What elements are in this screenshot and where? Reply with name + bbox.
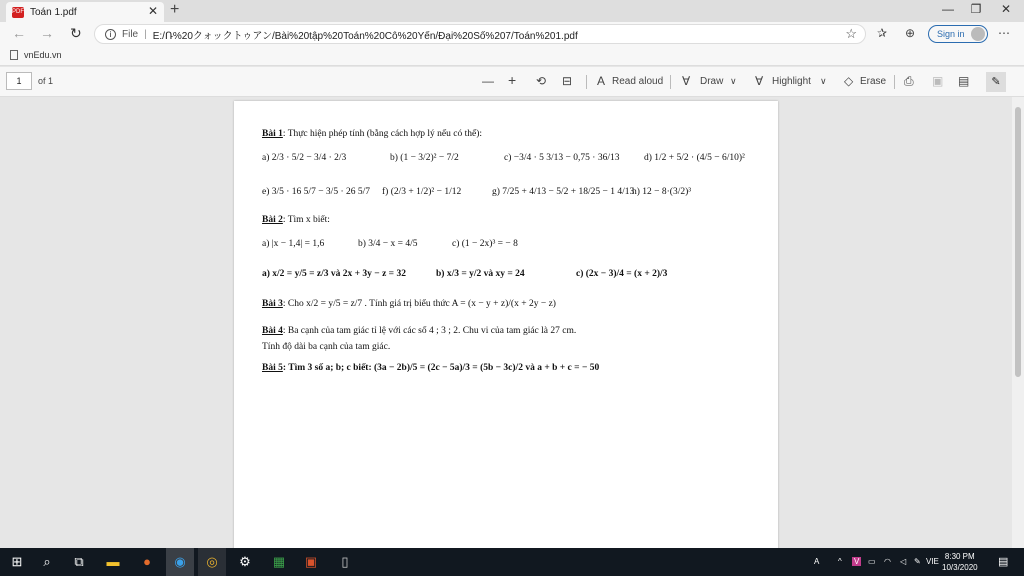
highlight-options-chevron-icon[interactable]: ∨ xyxy=(820,76,827,86)
bai1-item-d: d) 1/2 + 5/2 · (4/5 − 6/10)² xyxy=(644,153,745,163)
pdf-file-icon: PDF xyxy=(12,7,24,18)
avatar-icon xyxy=(971,27,985,41)
page-icon xyxy=(10,50,18,60)
highlight-button[interactable]: Highlight xyxy=(772,76,811,87)
bai1-item-a: a) 2/3 · 5/2 − 3/4 · 2/3 xyxy=(262,153,347,163)
tray-app-icon[interactable]: V xyxy=(854,557,860,566)
bai1-item-b: b) (1 − 3/2)² − 7/2 xyxy=(390,153,459,163)
tab-toan-pdf[interactable] xyxy=(6,2,164,22)
language-indicator[interactable]: VIE xyxy=(926,557,939,566)
favorite-star-icon[interactable]: ☆ xyxy=(845,26,857,41)
windows-taskbar xyxy=(0,548,1024,576)
zoom-in-icon[interactable]: + xyxy=(508,72,517,88)
bai2-item-a: a) |x − 1,4| = 1,6 xyxy=(262,239,325,249)
clock-time: 8:30 PM xyxy=(944,552,975,561)
url-scheme-label: File xyxy=(122,28,139,40)
volume-icon[interactable]: ◁ xyxy=(900,557,907,566)
bai2-item-c2: c) (2x − 3)/4 = (x + 2)/3 xyxy=(576,269,668,279)
pdf-toolbar xyxy=(0,67,1024,97)
erase-button[interactable]: Erase xyxy=(860,76,887,87)
bai3-text: : Cho x/2 = y/5 = z/7 . Tính giá trị biểu thức A = (x − y + z)/(x + 2y − z) xyxy=(282,299,556,309)
info-icon[interactable]: i xyxy=(105,29,116,40)
task-view-icon[interactable]: ⧉ xyxy=(74,554,84,569)
favorite-vnedu[interactable] xyxy=(10,50,62,60)
bai2-heading xyxy=(262,215,330,225)
toolbar-divider xyxy=(586,75,587,89)
highlight-icon[interactable]: ∀ xyxy=(755,74,764,88)
chrome-browser-icon[interactable]: ◎ xyxy=(206,554,218,569)
bai5-title: Bài 5 xyxy=(262,363,283,373)
bai1-text: : Thực hiện phép tính (bằng cách hợp lý nếu có thể): xyxy=(282,129,483,139)
bai3-title: Bài 3 xyxy=(262,299,283,309)
address-bar xyxy=(0,22,1024,46)
bai1-title: Bài 1 xyxy=(262,129,283,139)
battery-icon[interactable]: ▭ xyxy=(868,557,876,566)
read-aloud-icon[interactable]: A xyxy=(597,74,606,88)
search-icon[interactable]: ⌕ xyxy=(43,554,51,569)
bai1-item-h: h) 12 − 8·(3/2)³ xyxy=(632,187,692,197)
toolbar-divider xyxy=(894,75,895,89)
toolbar-divider xyxy=(670,75,671,89)
pdf-page xyxy=(234,101,778,561)
favorites-icon[interactable]: ✰ xyxy=(877,26,888,40)
clock-date: 10/3/2020 xyxy=(942,563,978,572)
notifications-icon[interactable]: ▤ xyxy=(998,556,1009,568)
collections-icon[interactable]: ⊕ xyxy=(905,26,916,40)
bai3-line xyxy=(262,299,556,309)
url-text: E:/Ռ%20クォックトゥアン/Bài%20tập%20Toán%20Cô%20Yến/Đại%20Số%207/Toán%201.pdf xyxy=(152,30,578,42)
page-total: of 1 xyxy=(38,76,54,86)
file-explorer-icon[interactable]: ▬ xyxy=(106,554,120,569)
color-app-icon[interactable]: ● xyxy=(143,554,151,569)
back-icon[interactable]: ← xyxy=(12,25,26,41)
draw-icon[interactable]: ∀ xyxy=(682,74,691,88)
bai2-title: Bài 2 xyxy=(262,215,283,225)
tab-close-icon[interactable]: ✕ xyxy=(147,4,158,18)
people-icon[interactable]: A xyxy=(814,557,820,566)
powerpoint-icon[interactable]: ▣ xyxy=(304,554,318,569)
sign-in-label: Sign in xyxy=(937,29,965,39)
windows-start-icon[interactable]: ⊞ xyxy=(11,554,23,569)
zoom-out-icon[interactable]: — xyxy=(482,74,494,88)
favorite-label: vnEdu.vn xyxy=(24,50,62,60)
refresh-icon[interactable]: ↻ xyxy=(70,25,82,41)
bai5-text: : Tìm 3 số a; b; c biết: (3a − 2b)/5 = (2c − 5a)/3 = (5b − 3c)/2 và a + b + c = − 50 xyxy=(282,363,600,373)
bai2-text: : Tìm x biết: xyxy=(282,215,330,225)
read-aloud-button[interactable]: Read aloud xyxy=(612,76,664,87)
scrollbar-thumb[interactable] xyxy=(1015,107,1021,377)
excel-icon[interactable]: ▦ xyxy=(272,554,286,569)
more-menu-icon[interactable]: ⋯ xyxy=(998,26,1010,40)
save-icon[interactable]: ▣ xyxy=(932,74,944,88)
bai1-item-e: e) 3/5 · 16 5/7 − 3/5 · 26 5/7 xyxy=(262,187,370,197)
network-icon[interactable]: ◠ xyxy=(884,557,891,566)
close-window-icon[interactable]: ✕ xyxy=(1000,2,1012,16)
bai2-item-a2: a) x/2 = y/5 = z/3 và 2x + 3y − z = 32 xyxy=(262,269,406,279)
page-number-input[interactable]: 1 xyxy=(6,72,32,90)
url-field[interactable] xyxy=(94,24,866,44)
clock[interactable] xyxy=(942,551,978,573)
document-viewport xyxy=(0,97,1012,548)
favorites-bar xyxy=(0,46,1024,66)
bai1-item-c: c) −3/4 · 5 3/13 − 0,75 · 36/13 xyxy=(504,153,620,163)
bai2-item-b2: b) x/3 = y/2 và xy = 24 xyxy=(436,269,525,279)
bai4-line xyxy=(262,326,576,336)
tab-strip xyxy=(0,0,1024,22)
bai2-item-c: c) (1 − 2x)³ = − 8 xyxy=(452,239,518,249)
bai1-item-f: f) (2/3 + 1/2)² − 1/12 xyxy=(382,187,462,197)
new-tab-icon[interactable]: + xyxy=(170,1,180,18)
url-separator: | xyxy=(144,28,147,40)
edge-browser-icon[interactable]: ◉ xyxy=(174,554,186,569)
rotate-icon[interactable]: ⟲ xyxy=(536,74,547,88)
bai4-line-2: Tính độ dài ba cạnh của tam giác. xyxy=(262,342,391,352)
vertical-scrollbar[interactable] xyxy=(1012,97,1024,548)
pin-toolbar-icon[interactable]: ✎ xyxy=(986,72,1006,92)
settings-gear-icon[interactable]: ⚙ xyxy=(239,554,251,569)
restore-icon[interactable]: ❐ xyxy=(970,2,982,16)
draw-options-chevron-icon[interactable]: ∨ xyxy=(730,76,737,86)
bai2-item-b: b) 3/4 − x = 4/5 xyxy=(358,239,418,249)
print-icon[interactable]: ⎙ xyxy=(904,74,914,88)
bai5-line xyxy=(262,363,599,373)
forward-icon[interactable]: → xyxy=(40,25,54,41)
usb-drive-icon[interactable]: ▯ xyxy=(341,554,349,569)
bai4-title: Bài 4 xyxy=(262,326,283,336)
minimize-icon[interactable]: — xyxy=(942,2,954,16)
erase-icon[interactable]: ◇ xyxy=(844,74,854,88)
fit-page-icon[interactable]: ⊟ xyxy=(562,74,573,88)
sign-in-button[interactable] xyxy=(928,25,988,43)
bai4-text: : Ba cạnh của tam giác tỉ lệ với các số 4 ; 3 ; 2. Chu vi của tam giác là 27 cm. xyxy=(282,326,577,336)
bai1-heading xyxy=(262,129,482,139)
show-hidden-icons-chevron-icon[interactable]: ^ xyxy=(838,557,842,566)
save-as-icon[interactable]: ▤ xyxy=(958,74,970,88)
tab-title: Toán 1.pdf xyxy=(30,6,77,18)
pen-workspace-icon[interactable]: ✎ xyxy=(914,557,921,566)
bai1-item-g: g) 7/25 + 4/13 − 5/2 + 18/25 − 1 4/13 xyxy=(492,187,635,197)
draw-button[interactable]: Draw xyxy=(700,76,724,87)
